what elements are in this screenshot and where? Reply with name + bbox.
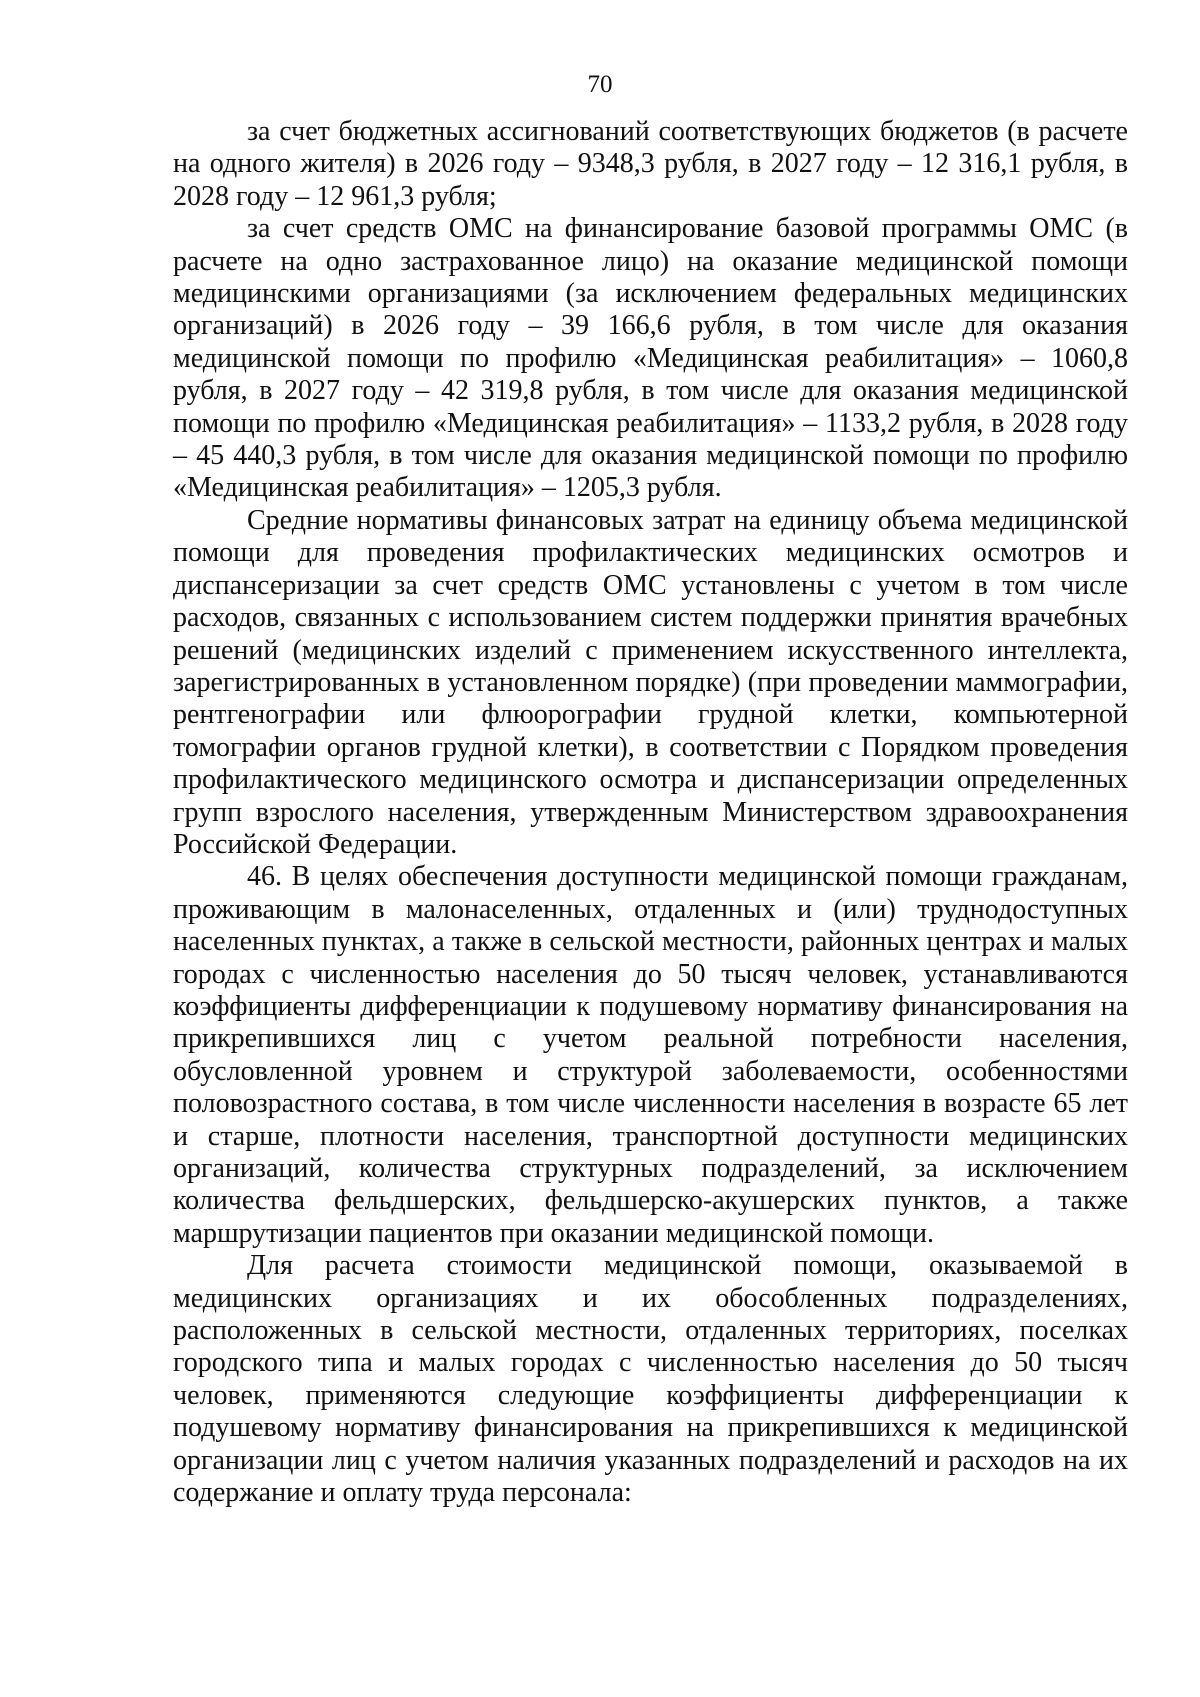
document-body bbox=[173, 116, 1128, 1509]
paragraph-oms-funding: за счет средств ОМС на финансирование базовой программы ОМС (в расчете на одно застрахованное лицо) на оказание медицинской помощи медицинскими организациями (за исключением федеральных медицинских организаций) в 2026 году – 39 166,6 рубля, в том числе для оказания медицинской помощи по профилю «Медицинская реабилитация» – 1060,8 рубля, в 2027 году – 42 319,8 рубля, в том числе для оказания медицинской помощи по профилю «Медицинская реабилитация» – 1133,2 рубля, в 2028 году – 45 440,3 рубля, в том числе для оказания медицинской помощи по профилю «Медицинская реабилитация» – 1205,3 рубля. bbox=[173, 213, 1128, 504]
paragraph-differentiation-coefficients: Для расчета стоимости медицинской помощи, оказываемой в медицинских организациях и их обособленных подразделениях, расположенных в сельской местности, отдаленных территориях, поселках городского типа и малых городах с численностью населения до 50 тысяч человек, применяются следующие коэффициенты дифференциации к подушевому нормативу финансирования на прикрепившихся к медицинской организации лиц с учетом наличия указанных подразделений и расходов на их содержание и оплату труда персонала: bbox=[173, 1250, 1128, 1509]
paragraph-average-standards: Средние нормативы финансовых затрат на единицу объема медицинской помощи для проведения профилактических медицинских осмотров и диспансеризации за счет средств ОМС установлены с учетом в том числе расходов, связанных с использованием систем поддержки принятия врачебных решений (медицинских изделий с применением искусственного интеллекта, зарегистрированных в установленном порядке) (при проведении маммографии, рентгенографии или флюорографии грудной клетки, компьютерной томографии органов грудной клетки), в соответствии с Порядком проведения профилактического медицинского осмотра и диспансеризации определенных групп взрослого населения, утвержденным Министерством здравоохранения Российской Федерации. bbox=[173, 504, 1128, 860]
page-number: 70 bbox=[587, 71, 613, 98]
paragraph-budget-allocations: за счет бюджетных ассигнований соответствующих бюджетов (в расчете на одного жителя) в 2026 году – 9348,3 рубля, в 2027 году – 12 316,1 рубля, в 2028 году – 12 961,3 рубля; bbox=[173, 116, 1128, 212]
paragraph-item-46: 46. В целях обеспечения доступности медицинской помощи гражданам, проживающим в малонаселенных, отдаленных и (или) труднодоступных населенных пунктах, а также в сельской местности, районных центрах и малых городах с численностью населения до 50 тысяч человек, устанавливаются коэффициенты дифференциации к подушевому нормативу финансирования на прикрепившихся лиц с учетом реальной потребности населения, обусловленной уровнем и структурой заболеваемости, особенностями половозрастного состава, в том числе численности населения в возрасте 65 лет и старше, плотности населения, транспортной доступности медицинских организаций, количества структурных подразделений, за исключением количества фельдшерских, фельдшерско-акушерских пунктов, а также маршрутизации пациентов при оказании медицинской помощи. bbox=[173, 861, 1128, 1249]
